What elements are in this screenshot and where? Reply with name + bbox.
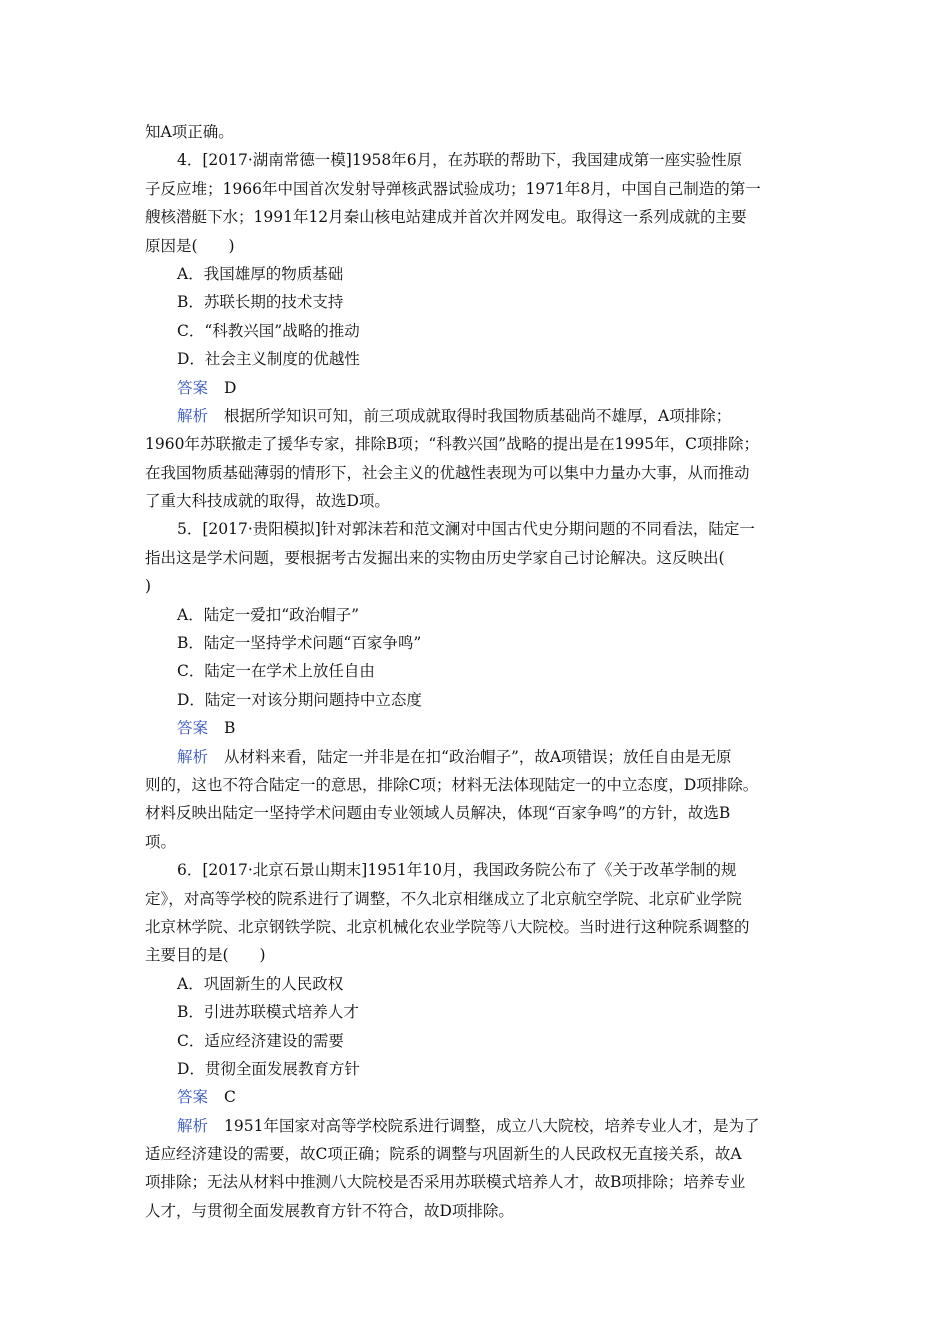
option-d: D．社会主义制度的优越性: [177, 350, 360, 369]
answer-label: 答案: [177, 1088, 209, 1107]
analysis-line: 了重大科技成就的取得，故选D项。: [145, 492, 390, 511]
analysis-line: [145, 1112, 813, 1140]
analysis-label: 解析: [177, 747, 209, 766]
analysis-line: 1960年苏联撤走了援华专家，排除B项；“科教兴国”战略的提出是在1995年，C项排除；: [145, 435, 759, 454]
analysis-line: 适应经济建设的需要，故C项正确；院系的调整与巩固新生的人民政权无直接关系，故A: [145, 1145, 742, 1164]
option-d: D．陆定一对该分期问题持中立态度: [177, 690, 422, 709]
answer-label: 答案: [177, 719, 209, 738]
answer-label: 答案: [177, 378, 209, 397]
answer-value: C: [224, 1088, 236, 1107]
answer-value: D: [224, 378, 237, 397]
question-stem-line: 原因是( ): [145, 236, 235, 255]
analysis-line: 在我国物质基础薄弱的情形下，社会主义的优越性表现为可以集中力量办大事，从而推动: [145, 463, 750, 482]
option-a: A．我国雄厚的物质基础: [177, 264, 344, 283]
analysis-line: 人才，与贯彻全面发展教育方针不符合，故D项排除。: [145, 1201, 514, 1220]
analysis-label: 解析: [177, 1116, 209, 1135]
analysis-label: 解析: [177, 406, 209, 425]
question-stem-line: 6．[2017·北京石景山期末]1951年10月，我国政务院公布了《关于改革学制的规: [177, 861, 737, 880]
analysis-line: 则的，这也不符合陆定一的意思，排除C项；材料无法体现陆定一的中立态度，D项排除。: [145, 775, 759, 794]
analysis-text: 1951年国家对高等学校院系进行调整，成立八大院校，培养专业人才，是为了: [224, 1116, 760, 1135]
analysis-text: 根据所学知识可知，前三项成就取得时我国物质基础尚不雄厚，A项排除；: [224, 406, 732, 425]
analysis-line: [145, 402, 813, 430]
prev-explanation-end: 知A项正确。: [145, 123, 234, 141]
analysis-line: 项排除；无法从材料中推测八大院校是否采用苏联模式培养人才，故B项排除；培养专业: [145, 1173, 746, 1192]
question-stem-line: 4．[2017·湖南常德一模]1958年6月，在苏联的帮助下，我国建成第一座实验性原: [177, 151, 743, 170]
option-a: A．陆定一爱扣“政治帽子”: [177, 605, 360, 624]
option-b: B．陆定一坚持学术问题“百家争鸣”: [177, 634, 422, 653]
answer-line: [145, 714, 813, 742]
option-a: A．巩固新生的人民政权: [177, 974, 344, 993]
answer-value: B: [224, 719, 236, 738]
option-c: C．适应经济建设的需要: [177, 1031, 344, 1050]
option-b: B．引进苏联模式培养人才: [177, 1003, 359, 1022]
question-stem-line: 指出这是学术问题，要根据考古发掘出来的实物由历史学家自己讨论解决。这反映出(: [145, 548, 725, 567]
option-c: C．“科教兴国”战略的推动: [177, 321, 360, 340]
analysis-line: [145, 743, 813, 771]
question-stem-line: ): [145, 577, 152, 596]
question-stem-line: 主要目的是( ): [145, 946, 266, 965]
question-stem-line: 子反应堆；1966年中国首次发射导弹核武器试验成功；1971年8月，中国自己制造的第一: [145, 179, 761, 198]
question-stem-line: 北京林学院、北京钢铁学院、北京机械化农业学院等八大院校。当时进行这种院系调整的: [145, 917, 750, 936]
answer-line: [145, 374, 813, 402]
analysis-line: 材料反映出陆定一坚持学术问题由专业领域人员解决，体现“百家争鸣”的方针，故选B: [145, 804, 731, 823]
question-stem-line: 艘核潜艇下水；1991年12月秦山核电站建成并首次并网发电。取得这一系列成就的主要: [145, 208, 747, 227]
document-page: [145, 118, 813, 1225]
question-5: [145, 515, 813, 856]
option-c: C．陆定一在学术上放任自由: [177, 662, 375, 681]
option-d: D．贯彻全面发展教育方针: [177, 1059, 360, 1078]
question-4: [145, 146, 813, 515]
option-b: B．苏联长期的技术支持: [177, 293, 344, 312]
analysis-text: 从材料来看，陆定一并非是在扣“政治帽子”，故A项错误；放任自由是无原: [224, 747, 732, 766]
question-6: [145, 856, 813, 1225]
answer-line: [145, 1083, 813, 1111]
question-stem-line: 定》，对高等学校的院系进行了调整，不久北京相继成立了北京航空学院、北京矿业学院: [145, 889, 742, 908]
question-stem-line: 5．[2017·贵阳模拟]针对郭沫若和范文澜对中国古代史分期问题的不同看法，陆定一: [177, 520, 755, 539]
analysis-line: 项。: [145, 832, 177, 851]
